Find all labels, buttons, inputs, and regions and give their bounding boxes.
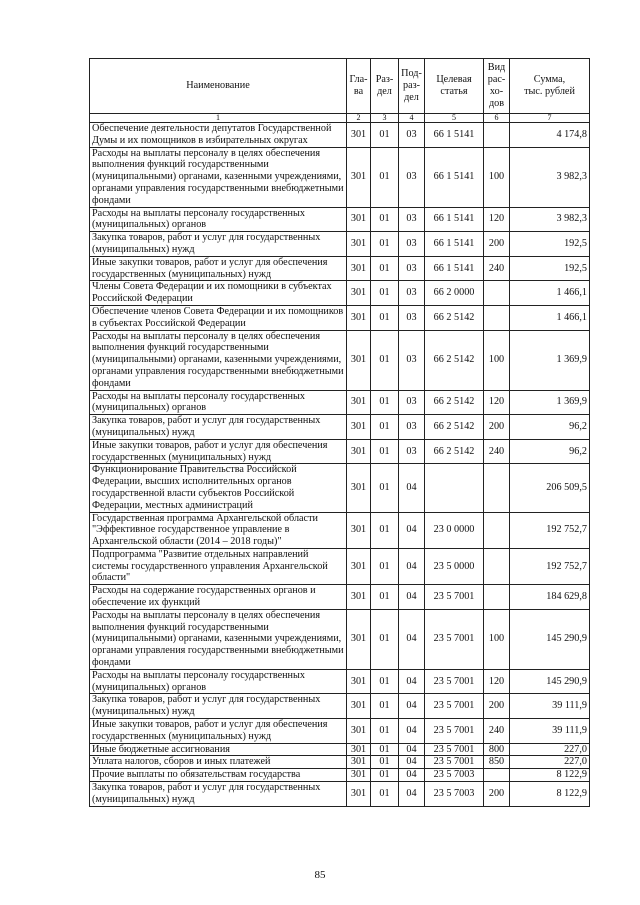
row-glava: 301 — [347, 719, 371, 744]
row-name: Расходы на выплаты персоналу государственных (муниципальных) органов — [90, 207, 347, 232]
row-name: Государственная программа Архангельской области "Эффективное государственное управление в Архангельской области (2014 – 2018 годы)" — [90, 512, 347, 548]
column-number-row — [90, 114, 590, 123]
row-podrazdel: 04 — [399, 548, 425, 584]
row-podrazdel: 03 — [399, 281, 425, 306]
row-name: Расходы на выплаты персоналу в целях обеспечения выполнения функций государственными (муниципальными) органами, казенными учреждениями, органами управления государственными внебюджетными фондами — [90, 330, 347, 390]
row-vid: 120 — [484, 669, 510, 694]
row-target: 66 2 5142 — [425, 390, 484, 415]
row-razdel: 01 — [371, 390, 399, 415]
row-razdel: 01 — [371, 782, 399, 807]
table-row — [90, 123, 590, 148]
row-glava: 301 — [347, 512, 371, 548]
row-sum: 39 111,9 — [510, 719, 590, 744]
row-glava: 301 — [347, 123, 371, 148]
row-sum: 1 369,9 — [510, 390, 590, 415]
header-razdel: Раз- дел — [371, 59, 399, 114]
row-razdel: 01 — [371, 330, 399, 390]
row-sum: 145 290,9 — [510, 609, 590, 669]
row-name: Закупка товаров, работ и услуг для государственных (муниципальных) нужд — [90, 415, 347, 440]
row-sum: 8 122,9 — [510, 782, 590, 807]
col-number: 6 — [484, 114, 510, 123]
row-target: 23 5 7003 — [425, 782, 484, 807]
row-vid: 200 — [484, 782, 510, 807]
row-target: 66 2 5142 — [425, 439, 484, 464]
row-razdel: 01 — [371, 123, 399, 148]
table-row — [90, 585, 590, 610]
table-row — [90, 548, 590, 584]
row-podrazdel: 03 — [399, 390, 425, 415]
row-podrazdel: 04 — [399, 782, 425, 807]
row-glava: 301 — [347, 390, 371, 415]
row-target: 66 1 5141 — [425, 256, 484, 281]
row-sum: 8 122,9 — [510, 769, 590, 782]
table-row — [90, 694, 590, 719]
row-razdel: 01 — [371, 548, 399, 584]
row-name: Расходы на выплаты персоналу государственных (муниципальных) органов — [90, 669, 347, 694]
row-target: 66 2 5142 — [425, 305, 484, 330]
row-podrazdel: 04 — [399, 609, 425, 669]
row-podrazdel: 03 — [399, 330, 425, 390]
row-sum: 96,2 — [510, 415, 590, 440]
row-target: 66 2 0000 — [425, 281, 484, 306]
row-vid: 200 — [484, 694, 510, 719]
row-vid: 240 — [484, 719, 510, 744]
row-target: 66 1 5141 — [425, 232, 484, 257]
row-target: 23 5 7003 — [425, 769, 484, 782]
row-name: Иные бюджетные ассигнования — [90, 743, 347, 756]
row-podrazdel: 03 — [399, 305, 425, 330]
row-glava: 301 — [347, 415, 371, 440]
row-podrazdel: 03 — [399, 147, 425, 207]
row-name: Уплата налогов, сборов и иных платежей — [90, 756, 347, 769]
row-vid: 100 — [484, 330, 510, 390]
row-vid: 120 — [484, 207, 510, 232]
budget-table — [89, 58, 590, 807]
table-row — [90, 512, 590, 548]
row-name: Расходы на выплаты персоналу в целях обеспечения выполнения функций государственными (муниципальными) органами, казенными учреждениями, органами управления государственными внебюджетными фондами — [90, 609, 347, 669]
row-podrazdel: 04 — [399, 743, 425, 756]
row-sum: 1 369,9 — [510, 330, 590, 390]
row-name: Закупка товаров, работ и услуг для государственных (муниципальных) нужд — [90, 694, 347, 719]
row-vid: 120 — [484, 390, 510, 415]
row-razdel: 01 — [371, 305, 399, 330]
table-row — [90, 782, 590, 807]
row-sum: 192 752,7 — [510, 548, 590, 584]
row-razdel: 01 — [371, 439, 399, 464]
row-podrazdel: 03 — [399, 256, 425, 281]
col-number: 1 — [90, 114, 347, 123]
header-row — [90, 59, 590, 114]
row-sum: 227,0 — [510, 756, 590, 769]
row-target: 23 5 7001 — [425, 743, 484, 756]
col-number: 5 — [425, 114, 484, 123]
row-name: Закупка товаров, работ и услуг для государственных (муниципальных) нужд — [90, 782, 347, 807]
row-glava: 301 — [347, 782, 371, 807]
header-podrazdel: Под- раз- дел — [399, 59, 425, 114]
row-target: 23 5 7001 — [425, 585, 484, 610]
row-target: 66 2 5142 — [425, 330, 484, 390]
row-target: 66 1 5141 — [425, 207, 484, 232]
row-sum: 1 466,1 — [510, 305, 590, 330]
row-vid — [484, 512, 510, 548]
row-sum: 3 982,3 — [510, 147, 590, 207]
row-sum: 192 752,7 — [510, 512, 590, 548]
row-name: Иные закупки товаров, работ и услуг для обеспечения государственных (муниципальных) нужд — [90, 256, 347, 281]
table-row — [90, 390, 590, 415]
row-name: Обеспечение деятельности депутатов Государственной Думы и их помощников в избирательных округах — [90, 123, 347, 148]
table-row — [90, 147, 590, 207]
row-vid — [484, 585, 510, 610]
table-row — [90, 464, 590, 512]
row-razdel: 01 — [371, 769, 399, 782]
col-number: 4 — [399, 114, 425, 123]
table-row — [90, 719, 590, 744]
row-razdel: 01 — [371, 756, 399, 769]
row-name: Иные закупки товаров, работ и услуг для обеспечения государственных (муниципальных) нужд — [90, 719, 347, 744]
row-glava: 301 — [347, 756, 371, 769]
table-row — [90, 669, 590, 694]
row-vid — [484, 548, 510, 584]
row-name: Расходы на содержание государственных органов и обеспечение их функций — [90, 585, 347, 610]
row-razdel: 01 — [371, 256, 399, 281]
header-name: Наименование — [90, 59, 347, 114]
table-row — [90, 256, 590, 281]
header-target: Целевая статья — [425, 59, 484, 114]
row-target: 23 5 7001 — [425, 609, 484, 669]
row-razdel: 01 — [371, 464, 399, 512]
col-number: 2 — [347, 114, 371, 123]
row-vid: 850 — [484, 756, 510, 769]
row-sum: 39 111,9 — [510, 694, 590, 719]
row-vid — [484, 305, 510, 330]
row-podrazdel: 04 — [399, 769, 425, 782]
row-glava: 301 — [347, 305, 371, 330]
row-vid: 800 — [484, 743, 510, 756]
table-row — [90, 415, 590, 440]
row-razdel: 01 — [371, 669, 399, 694]
row-glava: 301 — [347, 207, 371, 232]
row-glava: 301 — [347, 548, 371, 584]
row-glava: 301 — [347, 232, 371, 257]
row-podrazdel: 04 — [399, 756, 425, 769]
row-sum: 192,5 — [510, 232, 590, 257]
row-glava: 301 — [347, 330, 371, 390]
row-vid: 240 — [484, 256, 510, 281]
row-vid: 240 — [484, 439, 510, 464]
row-podrazdel: 04 — [399, 585, 425, 610]
row-sum: 184 629,8 — [510, 585, 590, 610]
row-name: Расходы на выплаты персоналу государственных (муниципальных) органов — [90, 390, 347, 415]
row-target: 23 5 7001 — [425, 694, 484, 719]
row-vid — [484, 123, 510, 148]
row-name: Функционирование Правительства Российской Федерации, высших исполнительных органов государственной власти субъектов Российской Федерации, местных администраций — [90, 464, 347, 512]
row-name: Закупка товаров, работ и услуг для государственных (муниципальных) нужд — [90, 232, 347, 257]
row-sum: 206 509,5 — [510, 464, 590, 512]
row-razdel: 01 — [371, 743, 399, 756]
row-name: Прочие выплаты по обязательствам государства — [90, 769, 347, 782]
header-sum: Сумма, тыс. рублей — [510, 59, 590, 114]
row-podrazdel: 04 — [399, 512, 425, 548]
row-podrazdel: 04 — [399, 669, 425, 694]
table-row — [90, 756, 590, 769]
row-glava: 301 — [347, 281, 371, 306]
row-razdel: 01 — [371, 585, 399, 610]
table-row — [90, 281, 590, 306]
row-vid — [484, 281, 510, 306]
page-number: 85 — [314, 869, 326, 881]
row-podrazdel: 04 — [399, 464, 425, 512]
row-vid: 200 — [484, 232, 510, 257]
table-row — [90, 743, 590, 756]
row-target: 23 5 7001 — [425, 756, 484, 769]
header-glava: Гла- ва — [347, 59, 371, 114]
row-podrazdel: 03 — [399, 415, 425, 440]
row-razdel: 01 — [371, 512, 399, 548]
row-glava: 301 — [347, 464, 371, 512]
row-target: 23 5 7001 — [425, 669, 484, 694]
row-target — [425, 464, 484, 512]
row-glava: 301 — [347, 609, 371, 669]
row-glava: 301 — [347, 769, 371, 782]
row-target: 66 1 5141 — [425, 147, 484, 207]
row-vid: 100 — [484, 609, 510, 669]
row-razdel: 01 — [371, 281, 399, 306]
row-glava: 301 — [347, 439, 371, 464]
table-row — [90, 232, 590, 257]
row-podrazdel: 04 — [399, 694, 425, 719]
row-sum: 1 466,1 — [510, 281, 590, 306]
header-vid: Вид рас- хо- дов — [484, 59, 510, 114]
table-row — [90, 330, 590, 390]
row-razdel: 01 — [371, 719, 399, 744]
col-number: 3 — [371, 114, 399, 123]
row-target: 66 1 5141 — [425, 123, 484, 148]
row-podrazdel: 03 — [399, 123, 425, 148]
row-razdel: 01 — [371, 147, 399, 207]
row-razdel: 01 — [371, 232, 399, 257]
row-name: Подпрограмма "Развитие отдельных направлений системы государственного управления Архангельской области" — [90, 548, 347, 584]
row-target: 23 5 0000 — [425, 548, 484, 584]
row-glava: 301 — [347, 694, 371, 719]
row-name: Иные закупки товаров, работ и услуг для обеспечения государственных (муниципальных) нужд — [90, 439, 347, 464]
row-glava: 301 — [347, 669, 371, 694]
table-row — [90, 769, 590, 782]
row-target: 66 2 5142 — [425, 415, 484, 440]
row-glava: 301 — [347, 256, 371, 281]
row-sum: 3 982,3 — [510, 207, 590, 232]
row-razdel: 01 — [371, 415, 399, 440]
table-row — [90, 609, 590, 669]
row-podrazdel: 03 — [399, 207, 425, 232]
row-vid — [484, 464, 510, 512]
table-row — [90, 439, 590, 464]
row-sum: 145 290,9 — [510, 669, 590, 694]
row-podrazdel: 04 — [399, 719, 425, 744]
row-vid: 200 — [484, 415, 510, 440]
row-glava: 301 — [347, 585, 371, 610]
row-target: 23 5 7001 — [425, 719, 484, 744]
row-glava: 301 — [347, 743, 371, 756]
row-podrazdel: 03 — [399, 439, 425, 464]
table-row — [90, 305, 590, 330]
col-number: 7 — [510, 114, 590, 123]
row-sum: 192,5 — [510, 256, 590, 281]
row-sum: 4 174,8 — [510, 123, 590, 148]
row-name: Обеспечение членов Совета Федерации и их помощников в субъектах Российской Федерации — [90, 305, 347, 330]
row-name: Члены Совета Федерации и их помощники в субъектах Российской Федерации — [90, 281, 347, 306]
row-vid — [484, 769, 510, 782]
row-name: Расходы на выплаты персоналу в целях обеспечения выполнения функций государственными (муниципальными) органами, казенными учреждениями, органами управления государственными внебюджетными фондами — [90, 147, 347, 207]
row-sum: 96,2 — [510, 439, 590, 464]
row-podrazdel: 03 — [399, 232, 425, 257]
row-razdel: 01 — [371, 207, 399, 232]
row-glava: 301 — [347, 147, 371, 207]
table-row — [90, 207, 590, 232]
row-razdel: 01 — [371, 694, 399, 719]
row-vid: 100 — [484, 147, 510, 207]
row-sum: 227,0 — [510, 743, 590, 756]
row-razdel: 01 — [371, 609, 399, 669]
row-target: 23 0 0000 — [425, 512, 484, 548]
